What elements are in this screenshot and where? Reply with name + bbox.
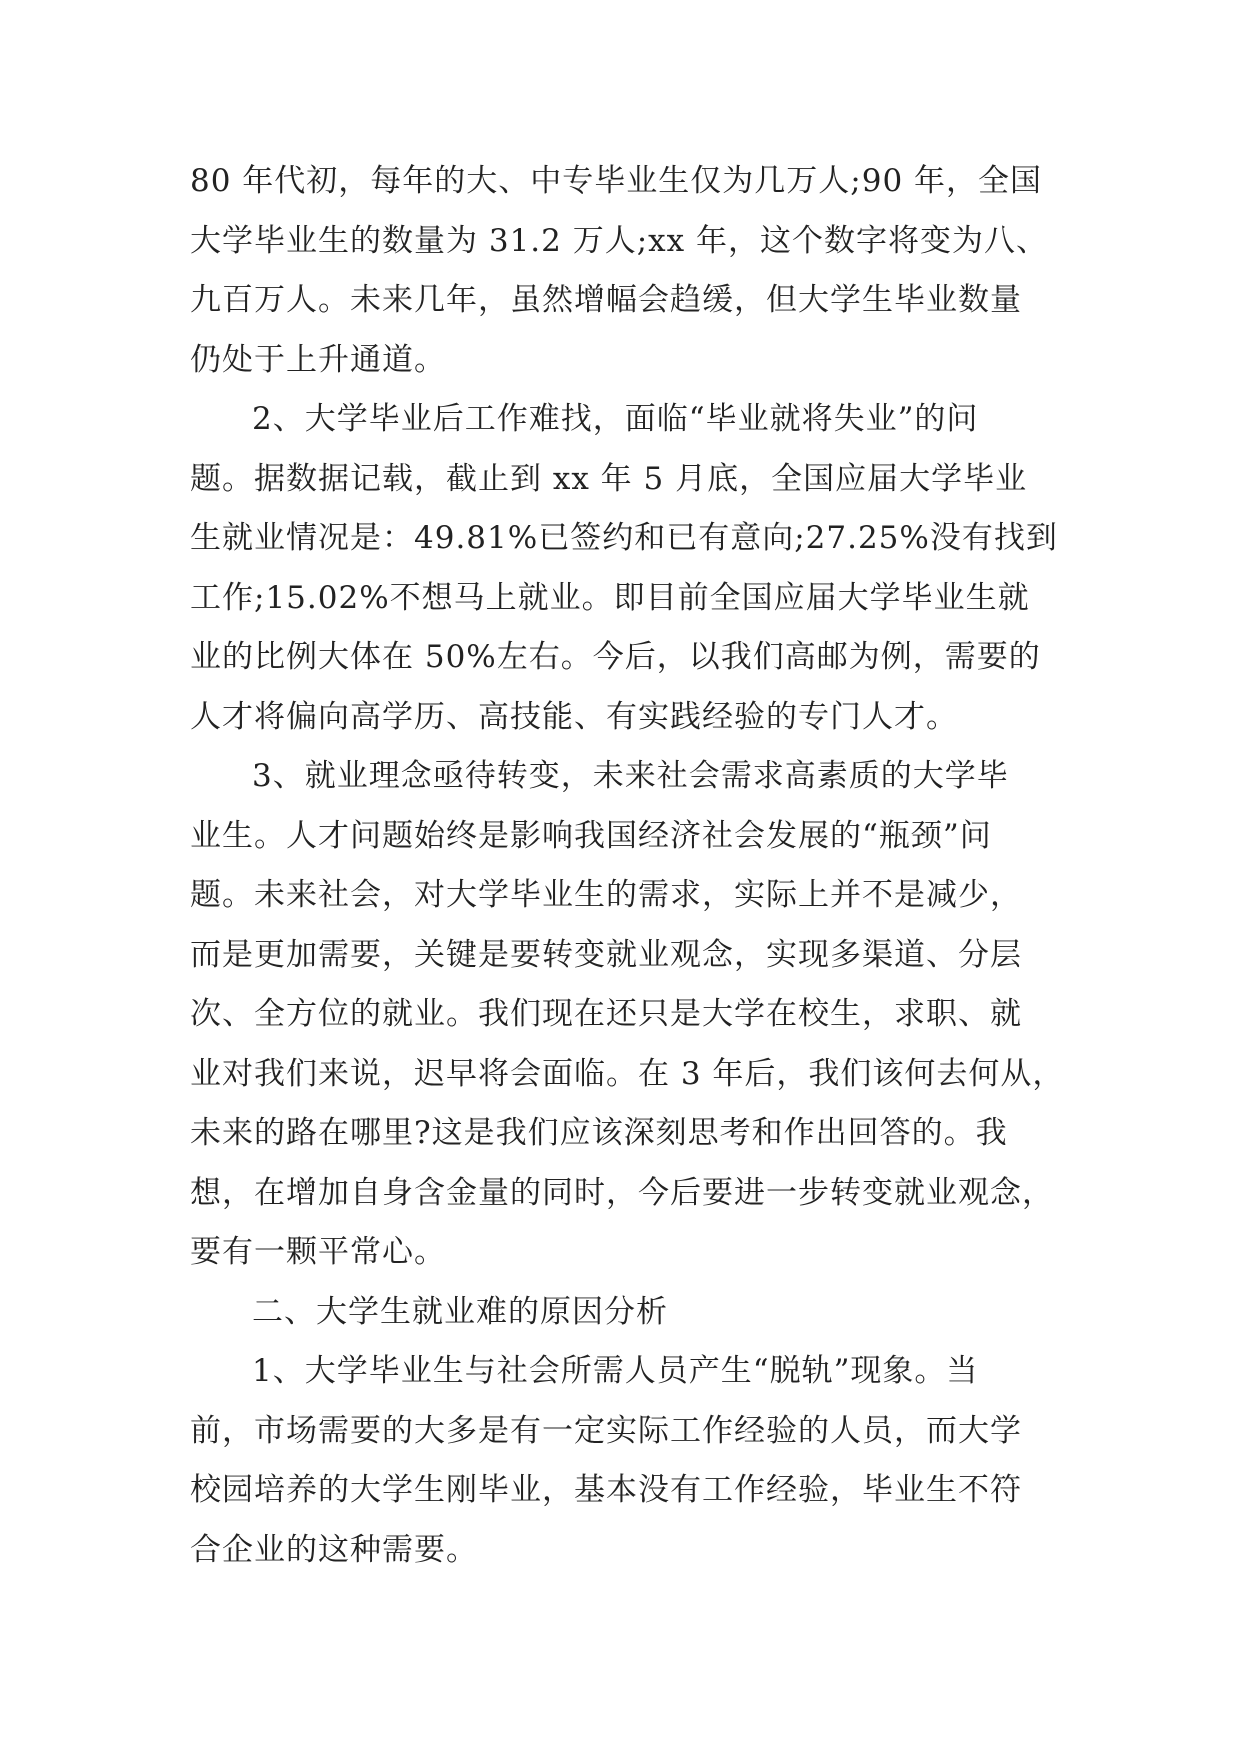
paragraph-first-line: 2、大学毕业后工作难找，面临“毕业就将失业”的问 — [252, 401, 979, 437]
paragraph-first-line: 1、大学毕业生与社会所需人员产生“脱轨”现象。当 — [252, 1353, 979, 1389]
text-line: 业生。人才问题始终是影响我国经济社会发展的“瓶颈”问 — [190, 817, 992, 854]
text-line: 人才将偏向高学历、高技能、有实践经验的专门人才。 — [190, 698, 958, 735]
document-body — [190, 152, 1070, 1580]
text-line: 80 年代初，每年的大、中专毕业生仅为几万人;90 年，全国 — [190, 163, 1043, 199]
text-line: 仍处于上升通道。 — [190, 341, 446, 378]
text-line: 前，市场需要的大多是有一定实际工作经验的人员，而大学 — [190, 1412, 1022, 1449]
text-line: 大学毕业生的数量为 31.2 万人;xx 年，这个数字将变为八、 — [190, 222, 1048, 259]
text-line: 九百万人。未来几年，虽然增幅会趋缓，但大学生毕业数量 — [190, 282, 1022, 318]
text-line: 校园培养的大学生刚毕业，基本没有工作经验，毕业生不符 — [190, 1472, 1022, 1508]
text-line: 工作;15.02%不想马上就业。即目前全国应届大学毕业生就 — [190, 579, 1030, 616]
text-line: 合企业的这种需要。 — [190, 1531, 478, 1568]
text-line: 生就业情况是：49.81%已签约和已有意向;27.25%没有找到 — [190, 520, 1058, 556]
text-line: 想，在增加自身含金量的同时，今后要进一步转变就业观念， — [190, 1174, 1054, 1211]
paragraph-first-line: 3、就业理念亟待转变，未来社会需求高素质的大学毕 — [252, 758, 1009, 794]
text-line: 而是更加需要，关键是要转变就业观念，实现多渠道、分层 — [190, 936, 1022, 973]
text-line: 未来的路在哪里?这是我们应该深刻思考和作出回答的。我 — [190, 1115, 1008, 1151]
text-line: 题。据数据记载，截止到 xx 年 5 月底，全国应届大学毕业 — [190, 460, 1028, 497]
text-line: 次、全方位的就业。我们现在还只是大学在校生，求职、就 — [190, 996, 1022, 1032]
text-line: 题。未来社会，对大学毕业生的需求，实际上并不是减少， — [190, 877, 1022, 913]
text-line: 要有一颗平常心。 — [190, 1234, 446, 1270]
text-line: 业的比例大体在 50%左右。今后，以我们高邮为例，需要的 — [190, 639, 1041, 675]
text-line: 业对我们来说，迟早将会面临。在 3 年后，我们该何去何从， — [190, 1055, 1065, 1092]
section-heading: 二、大学生就业难的原因分析 — [252, 1293, 668, 1330]
